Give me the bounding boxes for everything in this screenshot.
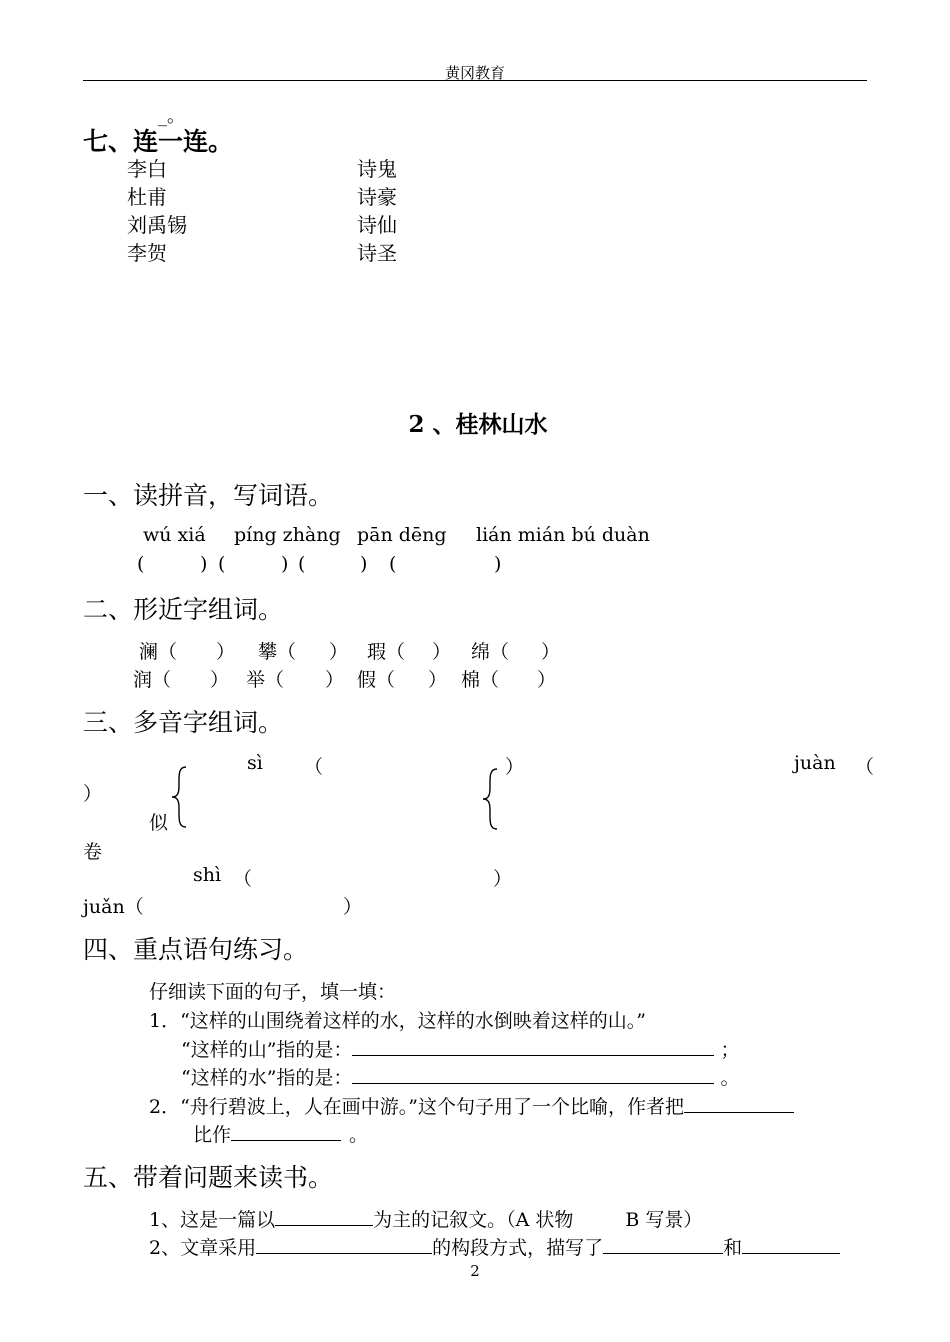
char-close: ） <box>432 641 452 663</box>
poet-title: 诗仙 <box>357 213 397 237</box>
polyphone-char: 卷 <box>83 841 103 863</box>
char-open: 棉（ <box>461 669 500 691</box>
fill-line-row <box>181 1063 739 1090</box>
question-4-title: 四、重点语句练习。 <box>83 935 309 964</box>
prompt-label: 和 <box>723 1237 743 1259</box>
answer-paren: ） <box>493 868 513 890</box>
prompt-label: 比作 <box>193 1124 232 1146</box>
char-open: 澜（ <box>139 641 178 663</box>
answer-paren: ） <box>83 783 103 805</box>
poet-name: 刘禹锡 <box>127 213 187 237</box>
pinyin-si: sì <box>247 752 263 774</box>
char-open: 瑕（ <box>367 641 406 663</box>
prompt-label: 为主的记叙文。（A 状物 <box>373 1209 574 1231</box>
brace-icon <box>170 766 188 828</box>
answer-paren: ( <box>389 553 397 575</box>
fill-line-row <box>149 1205 702 1232</box>
quoted-sentence: 1．“这样的山围绕着这样的水，这样的水倒映着这样的山。” <box>149 1010 647 1032</box>
char-close: ） <box>537 669 557 691</box>
answer-paren: ( <box>137 553 145 575</box>
pinyin-juan3: juǎn（ <box>83 896 144 918</box>
blank-line[interactable] <box>352 1065 714 1084</box>
question-1-title: 一、读拼音，写词语。 <box>83 481 334 510</box>
poet-name: 李贺 <box>127 241 167 265</box>
prompt-label: B 写景） <box>625 1209 703 1231</box>
prompt-label: “这样的水”指的是： <box>181 1067 353 1089</box>
pinyin: píng zhàng <box>234 524 341 546</box>
polyphone-char: 似 <box>149 812 169 834</box>
blank-line[interactable] <box>352 1037 714 1056</box>
prompt-label: 1、这是一篇以 <box>149 1209 276 1231</box>
answer-paren: ) <box>360 553 368 575</box>
char-close: ） <box>325 669 345 691</box>
punctuation: ； <box>720 1039 740 1061</box>
char-open: 举（ <box>246 669 285 691</box>
char-open: 假（ <box>357 669 396 691</box>
answer-paren: ) <box>200 553 208 575</box>
quoted-sentence: 2．“舟行碧波上，人在画中游。”这个句子用了一个比喻，作者把 <box>149 1096 685 1118</box>
prompt-label: 2、文章采用 <box>149 1237 257 1259</box>
section-7-title: 七、连一连。 <box>83 127 234 156</box>
blank-line[interactable] <box>275 1207 373 1226</box>
question-3-title: 三、多音字组词。 <box>83 708 284 737</box>
char-close: ） <box>428 669 448 691</box>
answer-paren: ( <box>218 553 226 575</box>
page-number: 2 <box>470 1262 480 1280</box>
blank-line[interactable] <box>742 1235 840 1254</box>
answer-paren: ) <box>494 553 502 575</box>
prompt-label: “这样的山”指的是： <box>181 1039 353 1061</box>
answer-paren: ( <box>298 553 306 575</box>
lesson-title: 2 、桂林山水 <box>408 411 548 438</box>
poet-name: 李白 <box>127 157 167 181</box>
char-open: 润（ <box>133 669 172 691</box>
text-fragment: _。 <box>158 106 185 127</box>
blank-line[interactable] <box>231 1122 341 1141</box>
blank-line[interactable] <box>684 1094 794 1113</box>
char-close: ） <box>329 641 349 663</box>
answer-paren: （ <box>855 756 875 778</box>
answer-paren: （ <box>304 756 324 778</box>
pinyin: wú xiá <box>143 524 206 546</box>
answer-paren: ） <box>505 756 525 778</box>
punctuation: 。 <box>349 1124 369 1146</box>
char-close: ） <box>216 641 236 663</box>
char-close: ） <box>210 669 230 691</box>
char-close: ） <box>541 641 561 663</box>
poet-title: 诗豪 <box>357 185 397 209</box>
fill-line-row <box>193 1120 368 1147</box>
fill-line-row <box>181 1035 739 1062</box>
poet-title: 诗圣 <box>357 241 397 265</box>
prompt-label: 的构段方式，描写了 <box>432 1237 604 1259</box>
answer-paren: （ <box>233 868 253 890</box>
pinyin: pān dēng <box>357 524 447 546</box>
answer-paren: ） <box>343 896 363 918</box>
char-open: 绵（ <box>471 641 510 663</box>
blank-line[interactable] <box>256 1235 432 1254</box>
fill-line-row <box>149 1233 840 1260</box>
pinyin-shi: shì <box>193 864 222 886</box>
poet-title: 诗鬼 <box>357 157 397 181</box>
answer-paren: ) <box>281 553 289 575</box>
punctuation: 。 <box>720 1067 740 1089</box>
pinyin: lián mián bú duàn <box>476 524 650 546</box>
instruction: 仔细读下面的句子，填一填： <box>149 981 397 1003</box>
fill-line-row <box>149 1092 794 1119</box>
question-2-title: 二、形近字组词。 <box>83 595 284 624</box>
header-rule <box>83 80 867 81</box>
page-header: 黄冈教育 <box>444 64 505 82</box>
blank-line[interactable] <box>603 1235 723 1254</box>
question-5-title: 五、带着问题来读书。 <box>83 1163 334 1192</box>
brace-icon <box>481 768 499 830</box>
pinyin-juan4: juàn <box>794 752 836 774</box>
char-open: 攀（ <box>258 641 297 663</box>
poet-name: 杜甫 <box>127 185 167 209</box>
